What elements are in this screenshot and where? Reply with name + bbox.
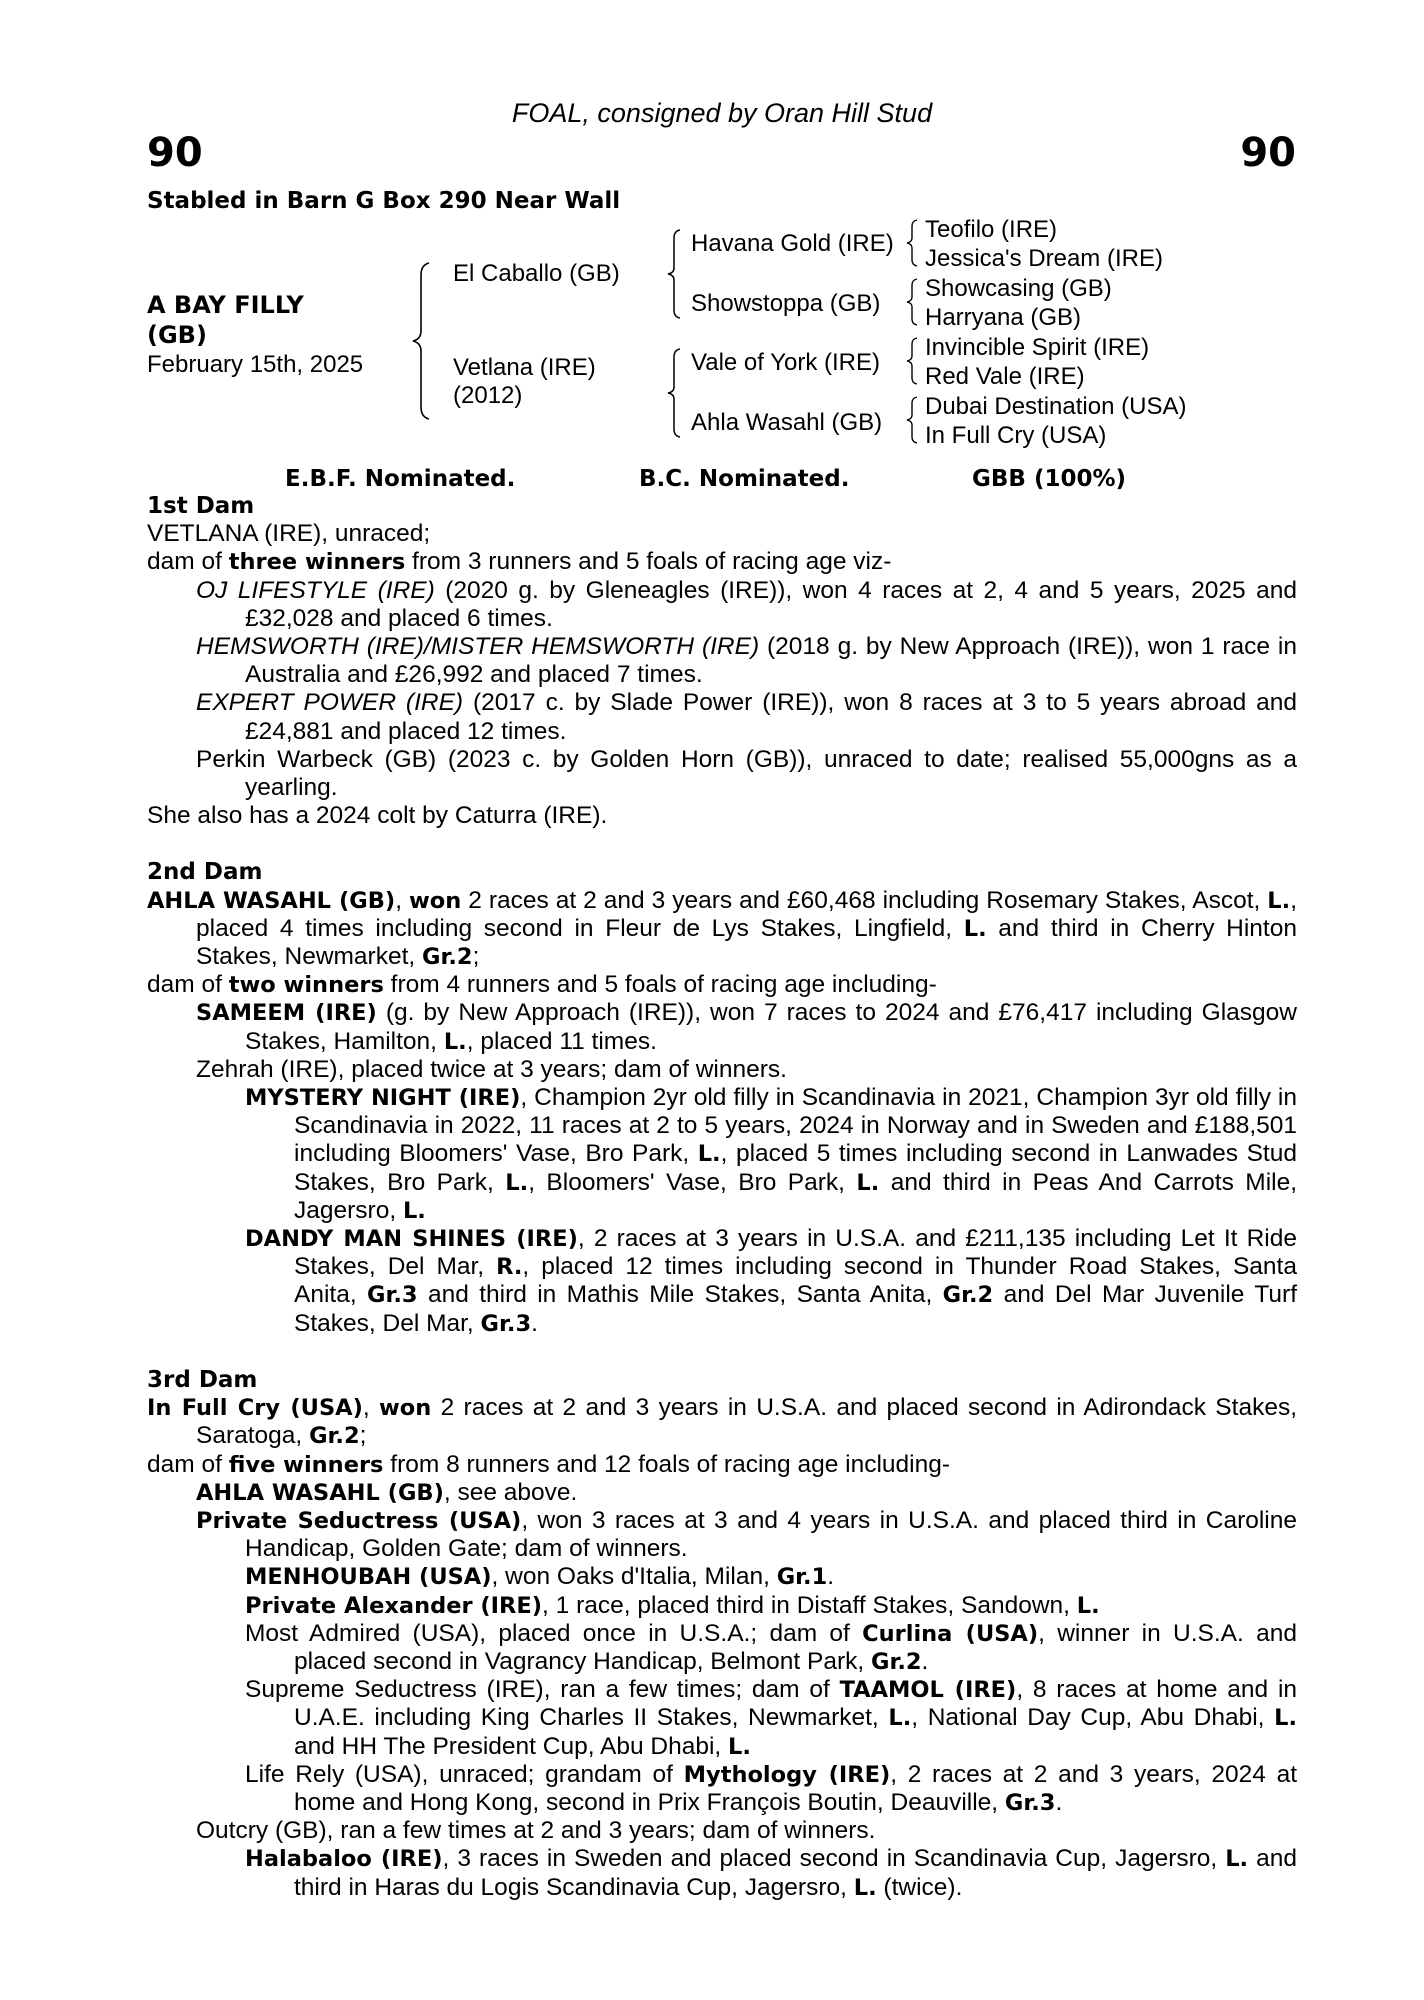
bold-text: AHLA WASAHL (GB) [196, 1479, 444, 1506]
sire-dam-name: Showstoppa (GB) [691, 290, 881, 317]
g3-dubai-destination: Dubai Destination (USA) [925, 393, 1187, 420]
bold-text: L. [1225, 1846, 1249, 1873]
pedigree-brace-icon [905, 277, 919, 327]
text-run: 2 races at 2 and 3 years in U.S.A. and placed second in Adirondack Stakes, Saratoga, [196, 1394, 1297, 1450]
dam-name-line1: Vetlana (IRE) [453, 354, 596, 381]
text-run: and third in Haras du Logis Scandinavia Cup, Jagersro, [294, 1845, 1298, 1901]
bold-text: Mythology (IRE) [683, 1761, 891, 1788]
pedigree-brace-icon [905, 336, 919, 386]
pedigree-brace-icon [905, 395, 919, 445]
pedigree-subject [147, 290, 363, 380]
bold-text: L. [697, 1141, 721, 1168]
text-run: dam of [147, 971, 229, 999]
bold-text: L. [856, 1169, 880, 1196]
text-run: from 3 runners and 5 foals of racing age viz- [405, 548, 892, 576]
text-run: (twice). [876, 1873, 963, 1901]
bold-text: Private Alexander (IRE) [245, 1592, 543, 1619]
bold-text: L. [402, 1197, 426, 1224]
text-run: . [1055, 1788, 1063, 1816]
bold-text: five winners [228, 1451, 384, 1478]
text-run: She also has a 2024 colt by Caturra (IRE). [147, 802, 608, 830]
bold-text: Gr.3 [367, 1282, 418, 1309]
pedigree-table [147, 216, 1297, 456]
text-run: VETLANA (IRE), unraced; [147, 520, 431, 548]
produce-entry [147, 633, 1297, 689]
bold-text: Gr.1 [776, 1564, 828, 1591]
section-heading: 2nd Dam [147, 859, 263, 886]
text-run: and third in Cherry Hinton Stakes, Newmarket, [196, 914, 1297, 971]
first-dam-section [147, 492, 1297, 830]
text-run: . [921, 1647, 929, 1675]
text-run: , Bloomers' Vase, Bro Park, [528, 1168, 857, 1196]
produce-entry [147, 1817, 1297, 1845]
text-run: , 1 race, placed third in Distaff Stakes, Sandown, [542, 1591, 1077, 1619]
bold-text: SAMEEM (IRE) [196, 1000, 377, 1027]
bold-text: L. [1267, 887, 1291, 914]
text-run: . [531, 1309, 538, 1337]
text-run: and third in Mathis Mile Stakes, Santa Anita, [417, 1281, 943, 1309]
text-run: 2 races at 2 and 3 years and £60,468 including Rosemary Stakes, Ascot, [461, 886, 1268, 914]
text-run: Supreme Seductress (IRE), ran a few times; dam of [245, 1676, 840, 1704]
bold-text: L. [853, 1874, 877, 1901]
g3-harryana: Harryana (GB) [925, 304, 1082, 331]
text-run: Perkin Warbeck (GB) (2023 c. by Golden Horn (GB)), unraced to date; realised 55,000gns as a yearling. [196, 745, 1297, 802]
produce-record [147, 492, 1297, 1902]
text-run: ; [472, 943, 480, 971]
bold-text: Gr.3 [1004, 1789, 1056, 1816]
g3-invincible-spirit: Invincible Spirit (IRE) [925, 334, 1150, 361]
pedigree-brace-icon [665, 347, 683, 439]
text-run: , [395, 886, 410, 914]
pedigree-brace-icon [905, 218, 919, 268]
g3-in-full-cry: In Full Cry (USA) [925, 422, 1107, 449]
produce-entry [147, 802, 1297, 830]
third-dam-section [147, 1366, 1297, 1902]
pedigree-brace-icon [409, 261, 433, 421]
text-run: Zehrah (IRE), placed twice at 3 years; dam of winners. [196, 1055, 787, 1083]
text-run: (2017 c. by Slade Power (IRE)), won 8 races at 3 to 5 years abroad and £24,881 and placed 12 times. [245, 689, 1297, 745]
text-run: , won 3 races at 3 and 4 years in U.S.A. and placed third in Caroline Handicap, Golden Gate; dam of winners. [245, 1506, 1298, 1563]
text-run: , 2 races at 2 and 3 years, 2024 at home and Hong Kong, second in Prix François Boutin, Deauville, [294, 1760, 1298, 1816]
produce-entry [147, 971, 1297, 999]
bold-text: L. [728, 1733, 751, 1760]
produce-entry [147, 548, 1297, 576]
bold-text: DANDY MAN SHINES (IRE) [245, 1226, 578, 1253]
bold-text: Gr.2 [309, 1423, 360, 1450]
bold-text: Private Seductress (USA) [196, 1507, 522, 1534]
bold-text: R. [496, 1254, 523, 1281]
g3-showcasing: Showcasing (GB) [925, 275, 1112, 302]
produce-entry [147, 1451, 1297, 1479]
produce-entry [147, 1676, 1297, 1761]
bold-text: Gr.3 [480, 1310, 532, 1337]
dam-name-line2: (2012) [453, 382, 523, 409]
produce-entry [147, 1845, 1297, 1901]
produce-entry [147, 1479, 1297, 1507]
text-run: from 4 runners and 5 foals of racing age including- [383, 971, 937, 999]
text-run: from 8 runners and 12 foals of racing age including- [383, 1450, 951, 1478]
bold-text: Halabaloo (IRE) [245, 1846, 443, 1873]
bold-text: Gr.2 [942, 1282, 994, 1309]
text-run: , 3 races in Sweden and placed second in Scandinavia Cup, Jagersro, [442, 1845, 1226, 1873]
text-run: ; [359, 1422, 367, 1450]
text-run: , placed 12 times including second in Thunder Road Stakes, Santa Anita, [294, 1253, 1297, 1309]
italic-text: OJ LIFESTYLE (IRE) [196, 576, 435, 604]
text-run: , won Oaks d'Italia, Milan, [491, 1563, 777, 1591]
g3-jessicas-dream: Jessica's Dream (IRE) [925, 245, 1163, 272]
produce-entry [147, 1507, 1297, 1563]
bold-text: L. [888, 1705, 912, 1732]
text-run: , placed 11 times. [466, 1027, 657, 1055]
stabling-info: Stabled in Barn G Box 290 Near Wall [147, 188, 621, 214]
text-run: , [362, 1394, 379, 1422]
produce-entry [147, 887, 1297, 972]
text-run: and third in Peas And Carrots Mile, Jagersro, [294, 1168, 1298, 1224]
text-run: . [827, 1563, 835, 1591]
italic-text: HEMSWORTH (IRE)/MISTER HEMSWORTH (IRE) [196, 633, 760, 661]
produce-entry [147, 577, 1297, 633]
bold-text: Gr.2 [870, 1648, 922, 1675]
produce-entry [147, 999, 1297, 1055]
bold-text: won [409, 887, 462, 914]
produce-entry [147, 1761, 1297, 1817]
produce-entry [147, 1620, 1297, 1676]
text-run: Life Rely (USA), unraced; grandam of [245, 1760, 684, 1788]
bc-nomination: B.C. Nominated. [639, 466, 850, 492]
subject-name-line2: (GB) [147, 321, 207, 349]
produce-entry [147, 1592, 1297, 1620]
bold-text: L. [1274, 1705, 1297, 1732]
text-run: and HH The President Cup, Abu Dhabi, [294, 1732, 729, 1760]
bold-text: In Full Cry (USA) [147, 1395, 363, 1422]
produce-entry [147, 1084, 1297, 1225]
subject-date-of-birth: February 15th, 2025 [147, 351, 364, 378]
sire-name: El Caballo (GB) [453, 260, 620, 287]
subject-name-line1: A BAY FILLY [147, 291, 304, 319]
g3-teofilo: Teofilo (IRE) [925, 216, 1058, 243]
bold-text: three winners [228, 549, 406, 576]
text-run: , see above. [443, 1478, 578, 1506]
lot-number-right: 90 [1240, 130, 1296, 176]
bold-text: L. [1076, 1592, 1100, 1619]
pedigree-brace-icon [665, 228, 683, 320]
produce-entry [147, 1394, 1297, 1450]
text-run: , 8 races at home and in U.A.E. including King Charles II Stakes, Newmarket, [294, 1676, 1298, 1732]
text-run: (g. by New Approach (IRE)), won 7 races to 2024 and £76,417 including Glasgow Stakes, Hamilton, [245, 999, 1297, 1055]
produce-entry [147, 1056, 1297, 1084]
text-run: , placed 5 times including second in Lanwades Stud Stakes, Bro Park, [294, 1140, 1297, 1196]
produce-entry [147, 746, 1297, 802]
ebf-nomination: E.B.F. Nominated. [285, 466, 516, 492]
lot-number-left: 90 [147, 130, 203, 176]
text-run: and Del Mar Juvenile Turf Stakes, Del Mar, [294, 1281, 1297, 1337]
produce-entry [147, 520, 1297, 548]
gbb-status: GBB (100%) [972, 466, 1127, 492]
text-run: (2018 g. by New Approach (IRE)), won 1 race in Australia and £26,992 and placed 7 times. [245, 633, 1297, 689]
bold-text: MENHOUBAH (USA) [245, 1564, 492, 1591]
section-spacer [147, 1338, 1297, 1366]
text-run: dam of [147, 1450, 229, 1478]
bold-text: L. [963, 915, 987, 942]
text-run: Most Admired (USA), placed once in U.S.A.; dam of [245, 1619, 863, 1647]
second-dam-section [147, 858, 1297, 1337]
text-run: , National Day Cup, Abu Dhabi, [911, 1704, 1275, 1732]
bold-text: Gr.2 [422, 944, 473, 971]
dam-dam-name: Ahla Wasahl (GB) [691, 409, 883, 436]
g3-red-vale: Red Vale (IRE) [925, 363, 1085, 390]
dam-sire-name: Vale of York (IRE) [691, 349, 880, 376]
section-heading: 3rd Dam [147, 1366, 258, 1393]
text-run: , winner in U.S.A. and placed second in Vagrancy Handicap, Belmont Park, [294, 1619, 1297, 1675]
bold-text: Curlina (USA) [862, 1620, 1039, 1647]
produce-entry [147, 1563, 1297, 1591]
bold-text: MYSTERY NIGHT (IRE) [245, 1085, 521, 1112]
bold-text: two winners [228, 972, 384, 999]
sire-sire-name: Havana Gold (IRE) [691, 230, 894, 257]
section-spacer [147, 830, 1297, 858]
text-run: , Champion 2yr old filly in Scandinavia in 2021, Champion 3yr old filly in Scandinavia in 2022, 11 races at 2 to 5 years, 2024 in Norway and in Sweden and £188,501 including Bloomers' Vase, Bro Park, [294, 1084, 1297, 1168]
text-run: dam of [147, 548, 229, 576]
italic-text: EXPERT POWER (IRE) [196, 689, 464, 717]
bold-text: AHLA WASAHL (GB) [147, 887, 396, 914]
section-heading: 1st Dam [147, 493, 255, 519]
bold-text: TAAMOL (IRE) [839, 1677, 1017, 1704]
produce-entry [147, 689, 1297, 745]
consignor-line: FOAL, consigned by Oran Hill Stud [511, 98, 933, 128]
text-run: , placed 4 times including second in Fleur de Lys Stakes, Lingfield, [196, 886, 1297, 942]
bold-text: L. [443, 1028, 467, 1055]
text-run: (2020 g. by Gleneagles (IRE)), won 4 races at 2, 4 and 5 years, 2025 and £32,028 and placed 6 times. [245, 576, 1297, 632]
bold-text: won [379, 1395, 432, 1422]
bold-text: L. [505, 1169, 529, 1196]
text-run: Outcry (GB), ran a few times at 2 and 3 years; dam of winners. [196, 1817, 876, 1845]
produce-entry [147, 1225, 1297, 1338]
text-run: , 2 races at 3 years in U.S.A. and £211,135 including Let It Ride Stakes, Del Mar, [294, 1225, 1297, 1281]
